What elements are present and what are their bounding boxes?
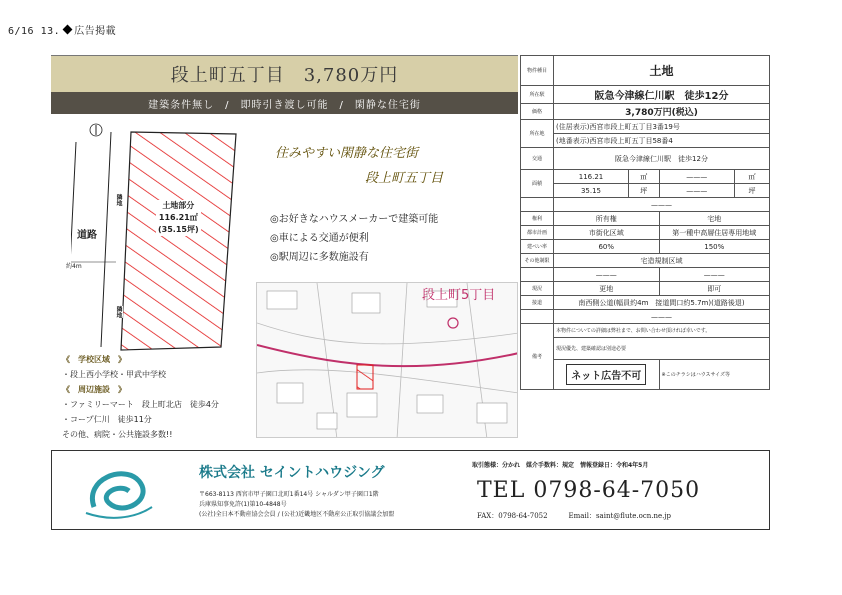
- header-category: 広告掲載: [74, 26, 117, 37]
- spec-address-1: (住居表示)西宮市段上町五丁目3番19号: [554, 120, 770, 134]
- spec-land-category: 宅地: [659, 212, 770, 226]
- spec-table: [520, 55, 770, 390]
- road-edge-line: [101, 132, 111, 347]
- company-address-line: 〒663-8113 西宮市甲子園口北町1番14号 シャルダン甲子園口1階: [199, 491, 379, 498]
- company-fax-email: FAX：0798-64-7052 Email：saint@flute.ocn.ne.jp: [477, 512, 672, 520]
- spec-note-2: 現況優先、建築確認は別途必要: [554, 338, 770, 360]
- lot-label: [156, 200, 201, 236]
- spec-type: 土地: [554, 56, 770, 86]
- spec-road-info: 南西側公道(幅員約4m 接道間口約5.7m)(道路後退): [554, 296, 770, 310]
- transaction-meta: 取引態様：分かれ 媒介手数料：規定 情報登録日：令和4年5月: [472, 462, 649, 469]
- spec-dash: ———: [554, 268, 660, 282]
- lot-area-m2: 116.21㎡: [158, 213, 198, 222]
- facility-item: ・ファミリーマート 段上町北店 徒歩4分: [62, 400, 219, 409]
- spec-land-right: 所有権: [554, 212, 660, 226]
- spec-key: 物件種目: [521, 56, 554, 86]
- spec-dash: ———: [659, 184, 735, 198]
- spec-transit: 阪急今津線仁川駅 徒歩12分: [554, 148, 770, 170]
- spec-key: 建ぺい率: [521, 240, 554, 254]
- spec-unit: ㎡: [628, 170, 659, 184]
- spec-footnote: ※このチラシはハウスサイズ等: [659, 360, 770, 390]
- spec-unit: 坪: [628, 184, 659, 198]
- spec-key: その他制限: [521, 254, 554, 268]
- spec-key: 交通: [521, 148, 554, 170]
- no-net-ad-badge: ネット広告不可: [566, 364, 646, 385]
- target-lot-marker: [357, 365, 373, 389]
- spec-far: 150%: [659, 240, 770, 254]
- school-item: ・段上西小学校・甲武中学校: [62, 370, 166, 379]
- spec-station: 阪急今津線仁川駅 徒歩12分: [554, 86, 770, 104]
- point-item: ◎駅周辺に多数施設有: [270, 252, 369, 263]
- point-item: ◎車による交通が便利: [270, 233, 369, 244]
- company-tel[interactable]: TEL 0798-64-7050: [477, 478, 701, 503]
- spec-area-tsubo: 35.15: [554, 184, 629, 198]
- spec-dash: ———: [554, 310, 770, 324]
- spec-city-plan: 市街化区域: [554, 226, 660, 240]
- spec-unit: 坪: [735, 184, 770, 198]
- area-map-svg: [257, 283, 518, 438]
- spec-key: 面積: [521, 170, 554, 198]
- area-map-label: 段上町5丁目: [422, 288, 496, 303]
- spec-key: 現況: [521, 282, 554, 296]
- points-list: [270, 210, 438, 267]
- spec-key: 都市計画: [521, 226, 554, 240]
- side-label: 隣地: [115, 194, 122, 206]
- company-name: 株式会社 セイントハウジング: [199, 465, 385, 481]
- facilities-heading: 《 周辺施設 》: [62, 385, 126, 394]
- header-note: [8, 22, 116, 37]
- spec-area-m2: 116.21: [554, 170, 629, 184]
- spec-delivery: 即可: [659, 282, 770, 296]
- spec-key: 所在地: [521, 120, 554, 148]
- spec-dash: ———: [659, 170, 735, 184]
- road-label: 道路: [77, 230, 97, 241]
- spec-zoning: 第一種中高層住居専用地域: [659, 226, 770, 240]
- facility-item: その他、病院・公共施設多数!!: [62, 430, 173, 439]
- spec-key: 価格: [521, 104, 554, 120]
- point-item: ◎お好きなハウスメーカーで建築可能: [270, 214, 439, 225]
- spec-price: 3,780万円(税込): [554, 104, 770, 120]
- spec-other-restrictions: 宅造規制区域: [554, 254, 770, 268]
- spec-status: 更地: [554, 282, 660, 296]
- company-address: [199, 490, 394, 520]
- company-logo: [74, 459, 164, 523]
- spec-key: [521, 268, 554, 282]
- spec-key: 所在駅: [521, 86, 554, 104]
- spec-key: 備考: [521, 324, 554, 390]
- facility-item: ・コープ仁川 徒歩11分: [62, 415, 152, 424]
- spec-key: [521, 310, 554, 324]
- side-label: 隣地: [115, 306, 122, 318]
- company-license: 兵庫県知事免許(1)第10-4848号: [199, 501, 287, 508]
- spec-address-2: (地番表示)西宮市段上町五丁目58番4: [554, 134, 770, 148]
- lot-polygon: [121, 132, 236, 350]
- spec-dash: ———: [659, 268, 770, 282]
- info-list: [62, 352, 219, 442]
- spec-unit: ㎡: [735, 170, 770, 184]
- company-box: [51, 450, 770, 530]
- catch-line-2: 段上町五丁目: [365, 171, 444, 186]
- road-edge-line: [71, 142, 76, 347]
- spec-dash: ———: [554, 198, 770, 212]
- spec-key: 権利: [521, 212, 554, 226]
- catch-line-1: 住みやすい閑静な住宅街: [275, 146, 419, 161]
- area-map: [256, 282, 518, 438]
- header-date: 6/16: [8, 26, 35, 37]
- diamond-icon: [63, 25, 73, 35]
- title-band: [51, 55, 518, 92]
- lot-area-tsubo: (35.15坪): [158, 225, 199, 234]
- lot-label-title: 土地部分: [162, 201, 195, 210]
- road-width-label: 約4m: [66, 263, 82, 270]
- subtitle-band: 建築条件無し / 即時引き渡し可能 / 閑静な住宅街: [51, 92, 518, 114]
- spec-note-1: 本物件についての詳細は弊社まで、お問い合わせ頂ければ幸いです。: [554, 324, 770, 338]
- spec-key: 接道: [521, 296, 554, 310]
- spec-bcr: 60%: [554, 240, 660, 254]
- header-index: 13.: [40, 26, 61, 37]
- school-heading: 《 学校区域 》: [62, 355, 126, 364]
- spec-key: [521, 198, 554, 212]
- page-title: 段上町五丁目 3,780万円: [170, 65, 399, 86]
- company-association: (公社)全日本不動産協会会員 / (公社)近畿地区不動産公正取引協議会加盟: [199, 511, 395, 518]
